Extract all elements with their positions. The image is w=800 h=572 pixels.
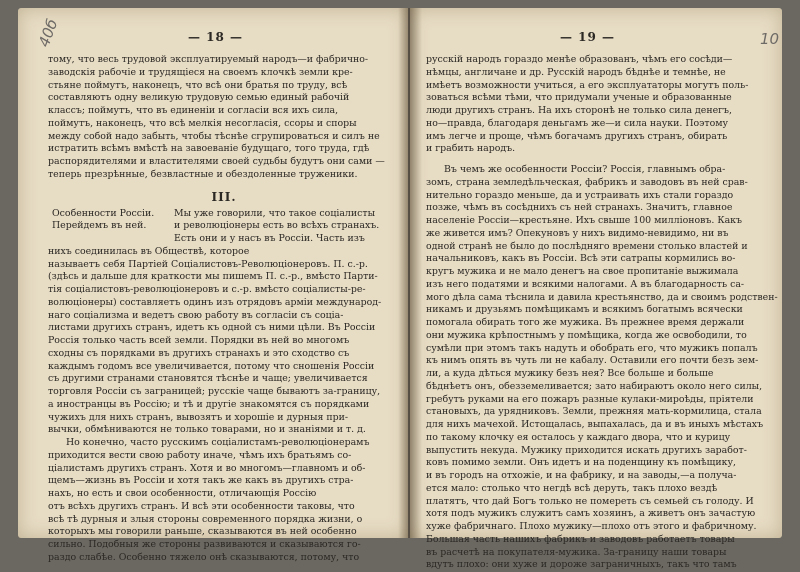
text-block xyxy=(48,54,400,182)
text-line: и грабить народъ. xyxy=(426,143,516,155)
text-line: тому, что весь трудовой эксплуатируемый народъ—и фабрично- xyxy=(48,54,369,65)
text-line: и революціонеры есть во всѣхъ странахъ. xyxy=(174,220,380,232)
text-line: ціалистамъ другихъ странъ. Хотя и во многомъ—главномъ и об- xyxy=(48,462,366,474)
text-line: гребутъ руками на его пожаръ разные кулаки-мироѣды, пріятели xyxy=(426,393,754,405)
text-line: ковъ помимо земли. Онъ идетъ и на поденщину къ помѣщику, xyxy=(426,457,736,469)
text-line: заводскія рабочіе и трудящіеся на своемъ клочкѣ земли кре- xyxy=(48,66,353,78)
text-line: листами другихъ странъ, идетъ къ одной съ ними цѣли. Въ Россіи xyxy=(48,322,376,334)
text-line: торговля Россіи съ заграницей; русскіе чаще бываютъ за-границу, xyxy=(48,386,381,397)
text-line: тія соціалистовъ-революціонеровъ и с.-р. вмѣсто соціалисты-ре- xyxy=(48,284,366,295)
text-line: къ нимъ опять въ чуть ли не кабалу. Оставили его почти безъ зем- xyxy=(426,355,759,367)
text-line: каждымъ годомъ все увеличивается, потому что сношенія Россіи xyxy=(48,360,375,372)
text-line: отъ всѣхъ другихъ странъ. И всѣ эти особенности таковы, что xyxy=(48,500,355,512)
text-line: нихъ соединилась въ Обществѣ, которое xyxy=(48,245,250,257)
text-block xyxy=(426,54,776,156)
text-line: помогала обирать того же мужика. Въ прежнее время держали xyxy=(426,317,745,328)
text-line: вдутъ плохо: они хуже и дороже заграничныхъ, такъ что тамъ xyxy=(426,559,737,571)
side-note-line: Особенности Россіи. xyxy=(52,207,155,219)
section-heading: III. xyxy=(211,189,237,204)
text-line: чужихъ для нихъ странъ, вывозятъ и хорошіе и дурныя при- xyxy=(48,411,349,423)
text-line: всѣ тѣ дурныя и злыя стороны современного порядка жизни, о xyxy=(48,513,363,525)
text-line: хотя подъ мужикъ служитъ самъ хозяинъ, а живетъ онъ зачастую xyxy=(426,508,756,520)
text-line: ли, а куда дѣться мужику безъ нея? Все больше и больше xyxy=(426,368,714,379)
text-line: они мужика крѣпостнымъ у помѣщика, когда же освободили, то xyxy=(426,329,747,341)
text-line: по такому клочку ея осталось у каждаго двора, что и курицу xyxy=(426,431,731,443)
text-block xyxy=(48,246,400,565)
text-line: волюціонеры) составляетъ одинъ изъ отрядовъ арміи международ- xyxy=(48,296,382,308)
text-line: зоваться всѣми тѣми, что придумали ученые и образованные xyxy=(426,92,732,104)
text-line: Мы уже говорили, что такое соціалисты xyxy=(174,207,376,219)
text-line: становыхъ, да урядниковъ. Земли, прежняя мать-кормилица, стала xyxy=(426,406,762,418)
text-block xyxy=(426,164,776,572)
text-line: нительно гораздо меньше, да и устраивать ихъ стали гораздо xyxy=(426,189,734,201)
text-line: бѣднѣетъ онъ, обезземеливается; зато набираютъ около него силы, xyxy=(426,380,763,392)
text-line: начальниковъ, какъ въ Россіи. Всѣ эти сатрапы кормились во- xyxy=(426,253,736,265)
right-text-column xyxy=(426,54,776,572)
left-text-column xyxy=(48,54,400,565)
page-number: — 18 — xyxy=(188,30,244,44)
text-line: имъ легче и проще, чѣмъ богачамъ другихъ странъ, обирать xyxy=(426,130,728,142)
text-line: и въ городъ на отхожіе, и на фабрику, и на заводы,—а получа- xyxy=(426,470,737,481)
text-line: въ расчетѣ на покупателя-мужика. За-границу наши товары xyxy=(426,546,727,558)
text-line: русскій народъ гораздо менѣе образованъ, чѣмъ его сосѣди— xyxy=(426,54,733,65)
side-note-block xyxy=(48,208,400,246)
side-note xyxy=(52,208,172,234)
text-line: щемъ—жизнь въ Россіи и хотя такъ же какъ въ другихъ стра- xyxy=(48,475,354,487)
page-number: — 19 — xyxy=(560,30,616,44)
text-line: сильно. Подобныя же стороны развиваются и сказываются го- xyxy=(48,539,361,550)
text-line: для нихъ мачехой. Истощалась, выпахалась, да и въ иныхъ мѣстахъ xyxy=(426,419,764,430)
left-page xyxy=(18,8,408,563)
text-line: населеніе Россіи—крестьяне. Ихъ свыше 100 милліоновъ. Какъ xyxy=(426,215,742,226)
text-line: распорядителями и властителями своей судьбы будутъ они сами — xyxy=(48,156,385,167)
text-line: стьяне поймутъ, наконецъ, что всѣ они братья по труду, всѣ xyxy=(48,79,348,91)
text-line: которыхъ мы говорили раньше, сказываются въ ней особенно xyxy=(48,526,357,538)
book-gutter xyxy=(398,8,422,538)
text-line: поймутъ, наконецъ, что всѣ мелкія несогласія, ссоры и споры xyxy=(48,117,357,129)
text-line: нахъ, но есть и свои особенности, отличающія Россію xyxy=(48,488,317,499)
text-line: Россія только часть всей земли. Порядки въ ней во многомъ xyxy=(48,335,350,346)
text-line: люди другихъ странъ. На ихъ сторонѣ не только сила денегъ, xyxy=(426,105,732,116)
text-line: же живется имъ? Опекуновъ у нихъ видимо-невидимо, ни въ xyxy=(426,227,729,239)
side-note-line: Перейдемъ въ ней. xyxy=(52,220,147,232)
text-line: платятъ, что дай Богъ только не помереть съ семьей съ голоду. И xyxy=(426,495,754,507)
text-line: кругъ мужика и не мало денегъ на свое пропитаніе выжимала xyxy=(426,266,739,277)
text-line: мого дѣла сама тѣснила и давила крестьянство, да и своимъ родствен- xyxy=(426,291,778,303)
text-line: позже, чѣмъ въ сосѣднихъ съ ней странахъ. Значитъ, главное xyxy=(426,202,733,214)
text-line: Большая часть нашихъ фабрикъ и заводовъ работаетъ товары xyxy=(426,533,735,545)
text-line: приходится вести свою работу иначе, чѣмъ ихъ братьямъ со- xyxy=(48,449,352,461)
handwritten-mark: 10 xyxy=(760,30,780,48)
text-line: одной странѣ не было до послѣдняго времени столько властей и xyxy=(426,240,748,252)
text-line: сумѣли при этомъ такъ надуть и обобрать его, что мужикъ попалъ xyxy=(426,342,758,354)
text-line: хуже фабричнаго. Плохо мужику—плохо отъ этого и фабричному. xyxy=(426,521,757,532)
text-line: называетъ себя Партіей Соціалистовъ-Революціонеровъ. П. с.-р. xyxy=(48,258,368,270)
right-page xyxy=(410,8,782,571)
text-line: Есть они и у насъ въ Россіи. Часть изъ xyxy=(174,233,365,244)
text-line: сходны съ порядками въ другихъ странахъ и это сходство съ xyxy=(48,347,350,359)
text-line: наго соціализма и ведетъ свою работу въ согласіи съ соціа- xyxy=(48,309,344,321)
text-line: выпустить некуда. Мужику приходится искать другихъ заработ- xyxy=(426,444,747,456)
text-line: изъ него податями и всякими налогами. А въ благодарность са- xyxy=(426,278,745,290)
text-line: раздо слабѣе. Особенно тяжело онѣ сказываются, потому, что xyxy=(48,551,360,563)
text-line: ется мало: столько что негдѣ всѣ деруть, такъ плохо вездѣ xyxy=(426,482,718,494)
text-line: а иностранцы въ Россію; и тѣ и другіе знакомятся съ порядками xyxy=(48,398,370,410)
text-line: имѣетъ возможности учиться, а его эксплуататоры могутъ поль- xyxy=(426,79,749,91)
text-line: съ другими странами становятся тѣснѣе и чаще; увеличивается xyxy=(48,373,368,385)
text-line: вычки, обмѣниваются не только товарами, но и знаніями и т. д. xyxy=(48,424,366,436)
text-line: нѣмцы, англичане и др. Русскій народъ бѣднѣе и темнѣе, не xyxy=(426,66,726,78)
text-line: зомъ, страна земледѣльческая, фабрикъ и заводовъ въ ней срав- xyxy=(426,176,748,188)
text-line: истратить всѣмъ вмѣстѣ на завоеваніе будущаго, того труда, гдѣ xyxy=(48,143,370,155)
text-line: составляютъ одну великую трудовую семью единый рабочій xyxy=(48,92,350,104)
handwritten-mark: 40б xyxy=(34,16,62,50)
text-line: но—правда, благодаря деньгамъ же—и сила науки. Поэтому xyxy=(426,117,729,129)
text-line: классъ; поймутъ, что въ единеніи и согласіи вся ихъ сила, xyxy=(48,105,339,116)
text-line: Но конечно, часто русскимъ соціалистамъ-революціонерамъ xyxy=(66,437,370,448)
text-line: никамъ и друзьямъ помѣщикамъ и всякимъ богатымъ всячески xyxy=(426,304,743,316)
text-line: теперь презрѣнные, безвластные и обездоленные труженики. xyxy=(48,168,358,180)
text-line: (здѣсь и дальше для краткости мы пишемъ П. с.-р., вмѣсто Парти- xyxy=(48,271,378,283)
text-line: Въ чемъ же особенности Россіи? Россія, главнымъ обра- xyxy=(444,164,726,175)
text-line: между собой надо забыть, чтобы тѣснѣе сгрупироваться и силъ не xyxy=(48,130,380,142)
